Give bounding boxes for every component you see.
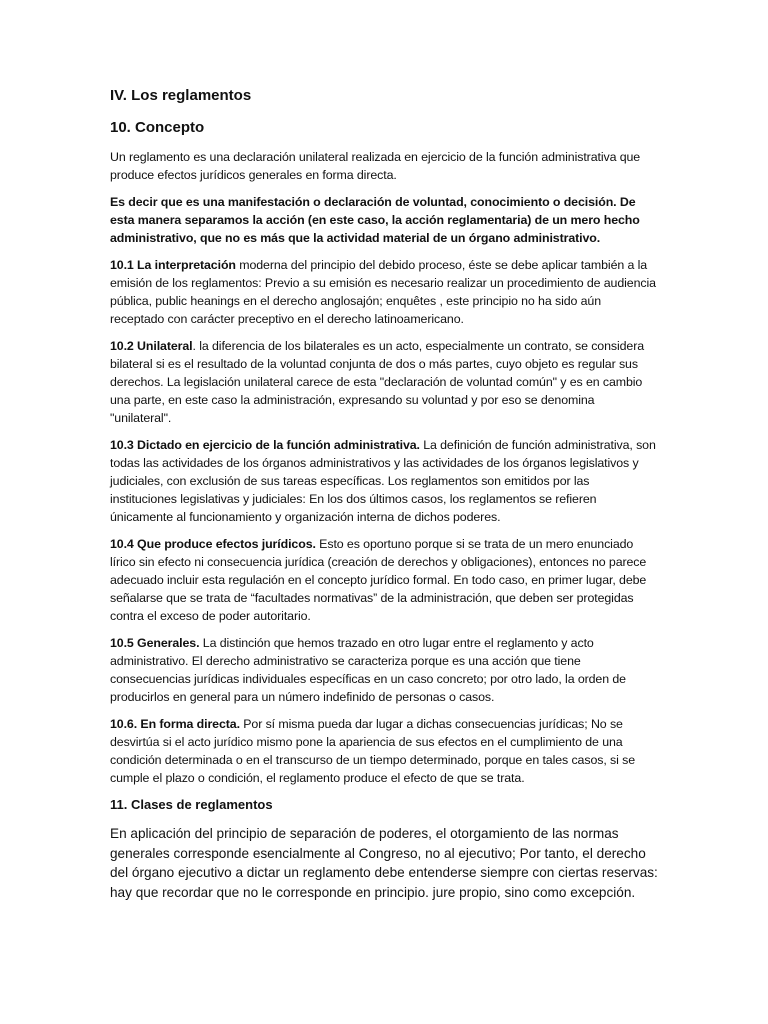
item-10-2: [110, 337, 658, 427]
concept-heading: 10. Concepto: [110, 119, 205, 136]
item-text: La distinción que hemos trazado en otro lugar entre el reglamento y acto administrativo. El derecho administrativo se caracteriza porque es una acción que tiene consecuencias jurídicas individuales específicas en un caso concreto; por otro lado, la orden de producirlos en general para un número indefinido de personas o casos.: [110, 636, 626, 704]
item-10-4: [110, 535, 658, 625]
item-text: La definición de función administrativa, son todas las actividades de los órganos administrativos y las actividades de los órganos legislativos y judiciales, con exclusión de sus tareas específicas. Los reglamentos son emitidos por las instituciones legislativas y judiciales: En los dos últimos casos, los reglamentos se refieren únicamente al funcionamiento y organización interna de dichos poderes.: [110, 438, 656, 524]
item-text: Por sí misma pueda dar lugar a dichas consecuencias jurídicas; No se desvirtúa si el acto jurídico mismo pone la apariencia de sus efectos en el cumplimiento de una condición determinada o en el transcurso de un tiempo determinado, porque en tales casos, si se cumple el plazo o condición, el reglamento produce el efecto de que se trata.: [110, 717, 635, 785]
item-lead: 10.6. En forma directa.: [110, 717, 240, 731]
bold-paragraph: Es decir que es una manifestación o declaración de voluntad, conocimiento o decisión. De esta manera separamos la acción (en este caso, la acción reglamentaria) de un mero hecho administrativo, que no es más que la actividad material de un órgano administrativo.: [110, 195, 640, 245]
item-10-1: [110, 256, 658, 328]
classes-heading: 11. Clases de reglamentos: [110, 797, 273, 812]
document-page: [110, 86, 658, 911]
item-10-5: [110, 634, 658, 706]
item-lead: 10.4 Que produce efectos jurídicos.: [110, 537, 316, 551]
item-lead: 10.1 La interpretación: [110, 258, 236, 272]
intro-paragraph: Un reglamento es una declaración unilateral realizada en ejercicio de la función administrativa que produce efectos jurídicos generales en forma directa.: [110, 150, 641, 182]
item-text: moderna del principio del debido proceso, éste se debe aplicar también a la emisión de los reglamentos: Previo a su emisión es necesario realizar un procedimiento de audiencia pública, public heanings en el derecho anglosajón; enquêtes , este principio no ha sido aún receptado con carácter preceptivo en el derecho latinoamericano.: [110, 258, 656, 326]
item-10-6: [110, 715, 658, 787]
item-lead: 10.5 Generales.: [110, 636, 200, 650]
item-lead: 10.2 Unilateral: [110, 339, 193, 353]
item-text: Esto es oportuno porque si se trata de un mero enunciado lírico sin efecto ni consecuencia jurídica (creación de derechos y obligaciones), entonces no parece adecuado incluir esta regulación en el concepto jurídico formal. En todo caso, en primer lugar, debe señalarse que se trata de “facultades normativas” de la administración, que deben ser protegidas contra el exceso de poder autoritario.: [110, 537, 647, 623]
section-heading: IV. Los reglamentos: [110, 87, 252, 104]
closing-paragraph: En aplicación del principio de separación de poderes, el otorgamiento de las normas generales corresponde esencialmente al Congreso, no al ejecutivo; Por tanto, el derecho del órgano ejecutivo a dictar un reglamento debe entenderse siempre con ciertas reservas: hay que recordar que no le corresponde en principio. jure propio, sino como excepción.: [110, 826, 658, 900]
item-text: . la diferencia de los bilaterales es un acto, especialmente un contrato, se considera bilateral si es el resultado de la voluntad conjunta de dos o más partes, cuyo objeto es regular sus derechos. La legislación unilateral carece de esta "declaración de voluntad común" y es en cambio una parte, en este caso la administración, expresando su voluntad y por eso se denomina "unilateral".: [110, 339, 645, 425]
item-lead: 10.3 Dictado en ejercicio de la función administrativa.: [110, 438, 420, 452]
item-10-3: [110, 436, 658, 526]
